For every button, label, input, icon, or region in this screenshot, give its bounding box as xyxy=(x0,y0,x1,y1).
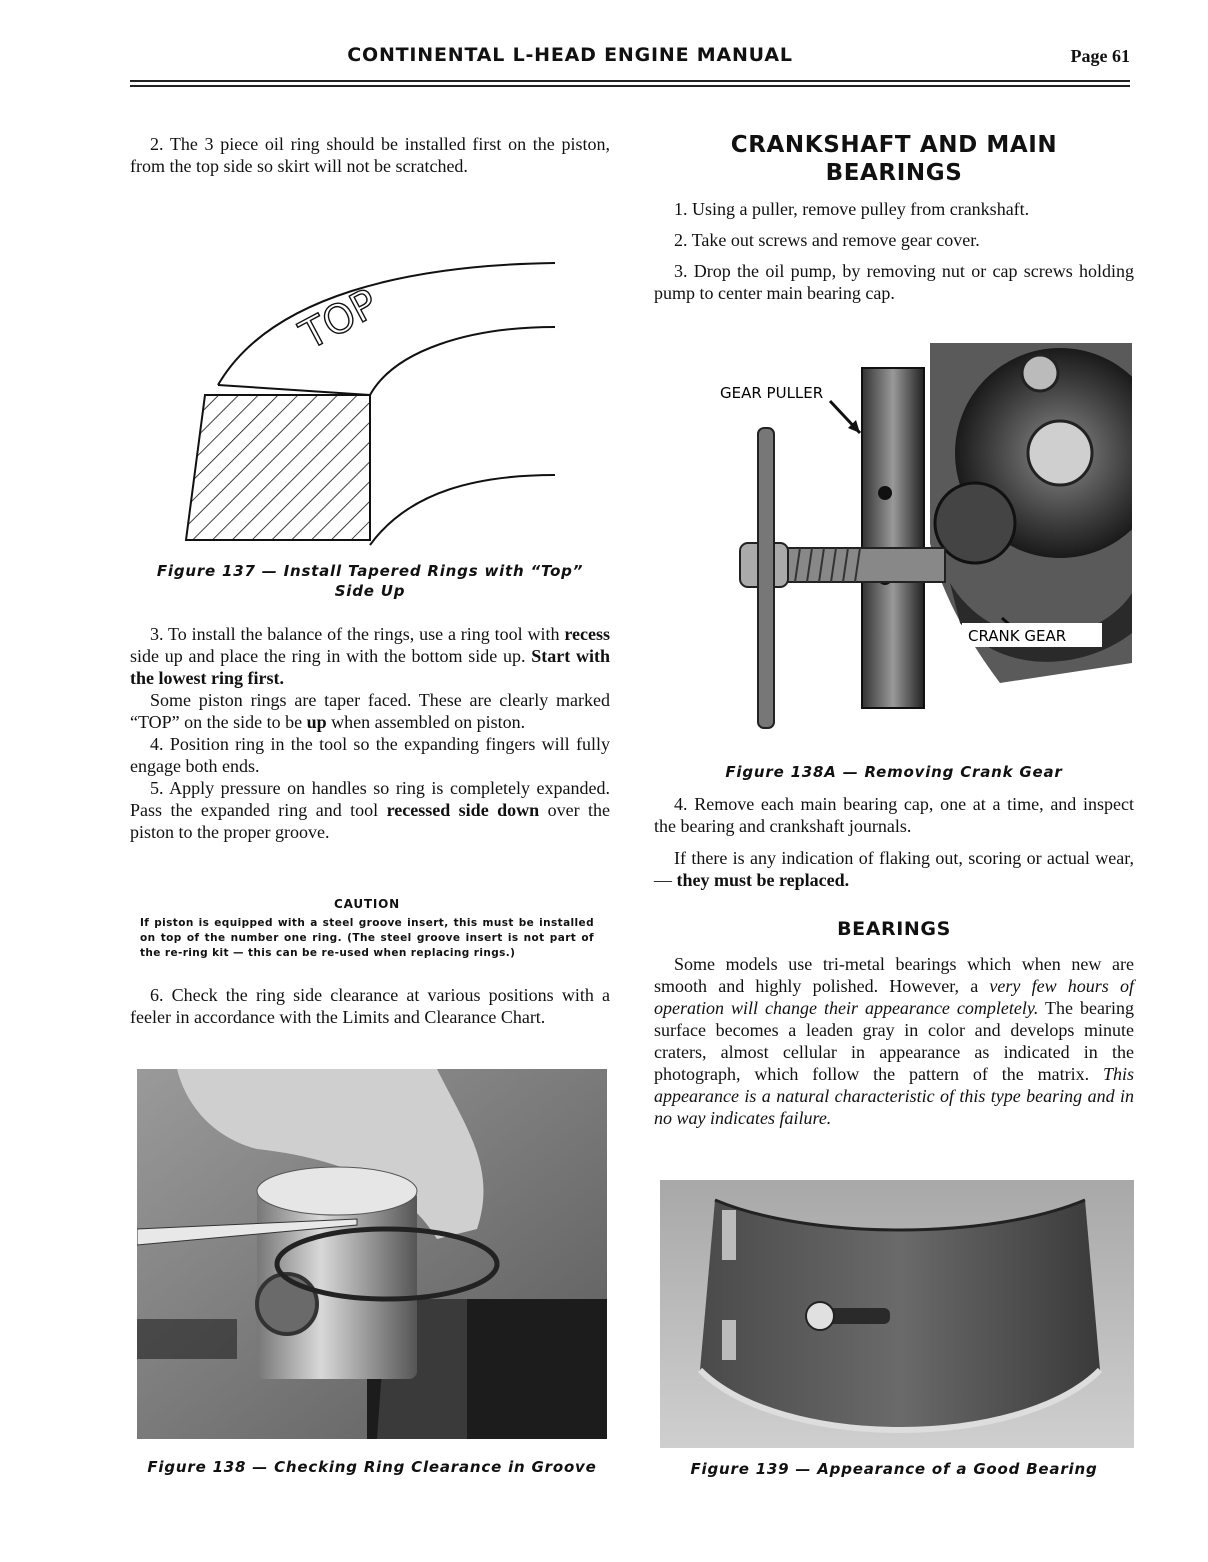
figure-139-photo xyxy=(660,1180,1134,1448)
section-title-line1: CRANKSHAFT AND MAIN xyxy=(730,132,1058,158)
bearings-text-a: Some models use tri-metal bearings which when new are smooth and highly polished. However, a xyxy=(654,954,1134,996)
figure-138a-caption-wrap xyxy=(654,762,1134,782)
step-5-bold: recessed side down xyxy=(386,800,540,820)
right-step-4-text: 4. Remove each main bearing cap, one at a time, and inspect the bearing and crankshaft journals. xyxy=(654,794,1134,836)
label-crank-gear: CRANK GEAR xyxy=(968,627,1067,645)
left-step-6 xyxy=(130,984,610,1028)
section-crankshaft xyxy=(654,131,1134,187)
figure-138-photo xyxy=(137,1069,607,1439)
right-flaking-text xyxy=(654,847,1134,891)
page-header xyxy=(130,44,1130,74)
ring-top-mark: TOP xyxy=(293,280,386,359)
figure-139-caption: Figure 139 — Appearance of a Good Bearing xyxy=(690,1460,1098,1478)
figure-137-caption xyxy=(130,561,610,601)
taper-text-a: Some piston rings are taper faced. These are clearly marked “TOP” on the side to be xyxy=(130,690,610,732)
header-rule-bottom xyxy=(130,85,1130,87)
manual-title: CONTINENTAL L-HEAD ENGINE MANUAL xyxy=(347,44,793,66)
bearings-heading-wrap xyxy=(654,918,1134,940)
step-5-text-b: over the piston to the proper groove. xyxy=(130,800,610,842)
left-step-2-text: 2. The 3 piece oil ring should be installed first on the piston, from the top side so skirt will not be scratched. xyxy=(130,134,610,176)
caution-block xyxy=(140,897,594,961)
left-step-6-text: 6. Check the ring side clearance at various positions with a feeler in accordance with the Limits and Clearance Chart. xyxy=(130,985,610,1027)
flaking-bold: they must be replaced. xyxy=(676,870,850,890)
bearings-italic-b: This appearance is a natural characteristic of this type bearing and in no way indicates failure. xyxy=(654,1064,1134,1128)
bearings-text-b: The bearing surface becomes a leaden gray in color and develops minute craters, almost cellular in appearance as indicated in the photograph, which follow the pattern of the matrix. xyxy=(654,998,1134,1084)
right-steps-1-3 xyxy=(654,198,1134,304)
right-steps-4 xyxy=(654,793,1134,891)
left-step-3-text xyxy=(130,623,610,689)
caution-heading: CAUTION xyxy=(334,897,400,911)
figure-137-caption-line1: Figure 137 — Install Tapered Rings with “Top” xyxy=(156,562,584,580)
taper-bold-up: up xyxy=(306,712,327,732)
bearings-paragraph xyxy=(654,953,1134,1129)
figure-139-caption-wrap xyxy=(654,1459,1134,1479)
flaking-text-a: If there is any indication of flaking out, scoring or actual wear, — xyxy=(654,848,1134,890)
label-gear-puller: GEAR PULLER xyxy=(720,384,824,402)
page-number: Page 61 xyxy=(1070,46,1130,66)
left-step-3 xyxy=(130,623,610,843)
step-3-text-a: 3. To install the balance of the rings, use a ring tool with xyxy=(150,624,565,644)
bearings-italic-a: very few hours of operation will change their appearance completely. xyxy=(654,976,1134,1018)
left-taper-text xyxy=(130,689,610,733)
step-3-bold-recess: recess xyxy=(564,624,610,644)
left-step-2 xyxy=(130,133,610,177)
left-step-5-text xyxy=(130,777,610,843)
right-step-2-text: 2. Take out screws and remove gear cover. xyxy=(674,230,980,250)
figure-138a-caption: Figure 138A — Removing Crank Gear xyxy=(725,763,1063,781)
caution-text: If piston is equipped with a steel groove insert, this must be installed on top of the number one ring. (The steel groove insert is not part of the re-ring kit — this can be re-used when replacing rings.) xyxy=(140,917,594,959)
figure-137-drawing xyxy=(180,255,560,565)
header-rule-top xyxy=(130,80,1130,82)
bearings-heading: BEARINGS xyxy=(837,918,951,940)
figure-137-caption-line2: Side Up xyxy=(334,582,406,600)
figure-138-caption-wrap xyxy=(137,1457,607,1477)
taper-text-b: when assembled on piston. xyxy=(326,712,526,732)
step-5-text-a: 5. Apply pressure on handles so ring is completely expanded. Pass the expanded ring and tool xyxy=(130,778,610,820)
left-step-4-text: 4. Position ring in the tool so the expanding fingers will fully engage both ends. xyxy=(130,734,610,776)
right-step-3-text: 3. Drop the oil pump, by removing nut or cap screws holding pump to center main bearing cap. xyxy=(654,261,1134,303)
step-3-text-b: side up and place the ring in with the bottom side up. xyxy=(130,646,532,666)
right-step-1-text: 1. Using a puller, remove pulley from crankshaft. xyxy=(674,199,1030,219)
section-title-line2: BEARINGS xyxy=(825,160,963,186)
bearings-paragraph-wrap xyxy=(654,953,1134,1129)
figure-138-caption: Figure 138 — Checking Ring Clearance in Groove xyxy=(147,1458,597,1476)
step-3-bold-lowest: Start with the lowest ring first. xyxy=(130,646,610,688)
figure-138a-photo xyxy=(700,343,1132,733)
